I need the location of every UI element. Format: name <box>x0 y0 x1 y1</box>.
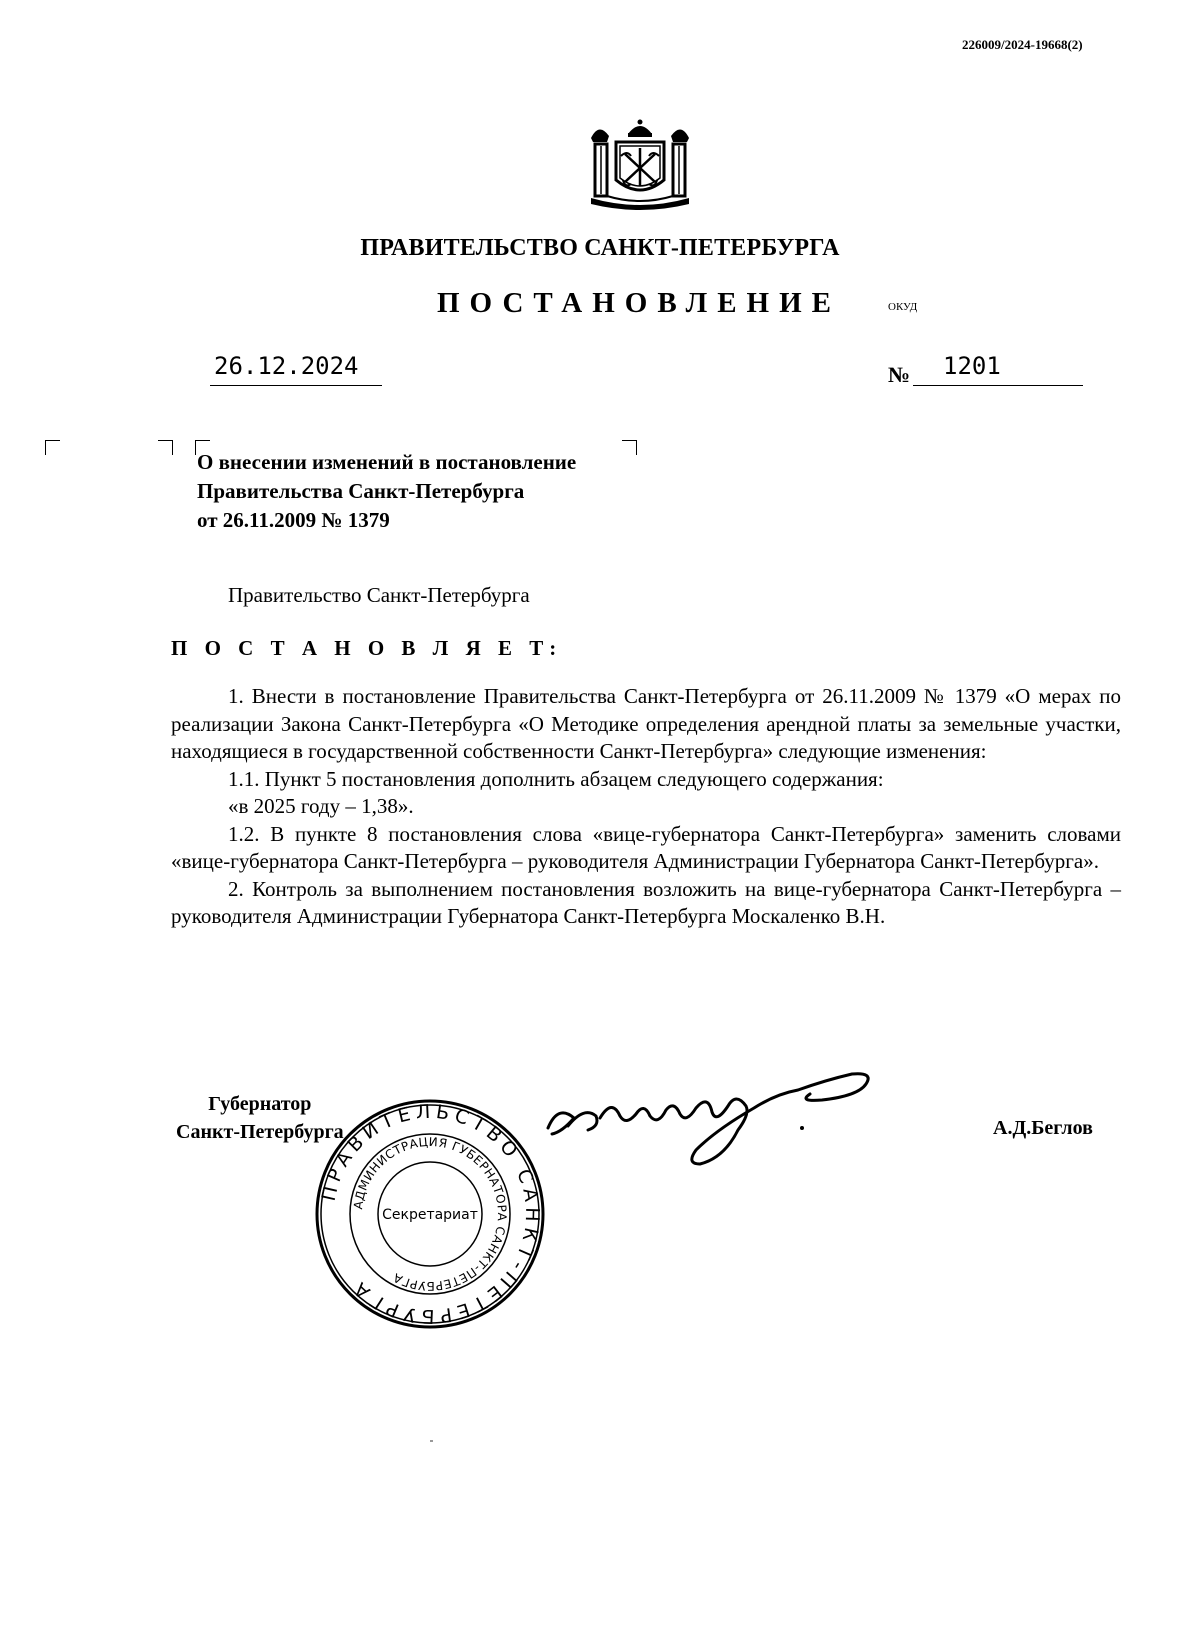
signatory-role-line: Санкт-Петербурга <box>176 1121 344 1143</box>
paragraph-1-2: 1.2. В пункте 8 постановления слова «вице-губернатора Санкт-Петербурга» заменить словами «вице-губернатора Санкт-Петербурга – руководителя Администрации Губернатора Санкт-Петербурга». <box>171 821 1121 873</box>
document-date: 26.12.2024 <box>214 352 359 380</box>
subject-line: Правительства Санкт-Петербурга <box>197 479 525 503</box>
date-underline <box>210 385 382 386</box>
number-sign: № <box>888 362 911 387</box>
seal-outer-text: ПРАВИТЕЛЬСТВО САНКТ-ПЕТЕРБУРГА <box>317 1100 544 1328</box>
okud-label: ОКУД <box>888 301 918 313</box>
government-title: ПРАВИТЕЛЬСТВО САНКТ-ПЕТЕРБУРГА <box>360 235 840 261</box>
subject-corner-right <box>622 440 637 455</box>
decree-body <box>171 683 1121 931</box>
document-type: ПОСТАНОВЛЕНИЕ <box>437 287 842 319</box>
paragraph-1: 1. Внести в постановление Правительства Санкт-Петербурга от 26.11.2009 № 1379 «О мерах по реализации Закона Санкт-Петербурга «О Методике определения арендной платы за земельные участки, находящиеся в государственной собственности Санкт-Петербурга» следующие изменения: <box>171 684 1121 763</box>
subject-line: от 26.11.2009 № 1379 <box>197 508 390 532</box>
registration-number: 226009/2024-19668(2) <box>962 37 1083 52</box>
signatory-name: А.Д.Беглов <box>993 1117 1093 1139</box>
document-subject <box>197 448 576 535</box>
signatory-role-line: Губернатор <box>208 1093 312 1115</box>
paragraph-1-1-text: «в 2025 году – 1,38». <box>228 794 414 818</box>
ink-dot <box>800 1126 804 1130</box>
handwritten-signature <box>540 1060 880 1170</box>
issuer: Правительство Санкт-Петербурга <box>228 583 530 607</box>
document-number: 1201 <box>943 352 1001 380</box>
decree-heading: П О С Т А Н О В Л Я Е Т: <box>171 636 563 660</box>
subject-line: О внесении изменений в постановление <box>197 450 577 474</box>
number-underline <box>913 385 1083 386</box>
corner-mark-top-left <box>45 440 60 455</box>
paragraph-2: 2. Контроль за выполнением постановления возложить на вице-губернатора Санкт-Петербурга – руководителя Администрации Губернатора Санкт-Петербурга Москаленко В.Н. <box>171 876 1121 928</box>
scan-artifact <box>430 1440 433 1442</box>
round-seal-stamp <box>313 1097 547 1331</box>
st-petersburg-coat-of-arms-icon <box>583 116 697 212</box>
seal-center-text: Секретариат <box>382 1207 478 1223</box>
corner-mark-top-right <box>158 440 173 455</box>
paragraph-1-1: 1.1. Пункт 5 постановления дополнить абзацем следующего содержания: <box>228 766 884 791</box>
seal-inner-text: АДМИНИСТРАЦИЯ ГУБЕРНАТОРА САНКТ-ПЕТЕРБУРГА <box>351 1134 510 1294</box>
